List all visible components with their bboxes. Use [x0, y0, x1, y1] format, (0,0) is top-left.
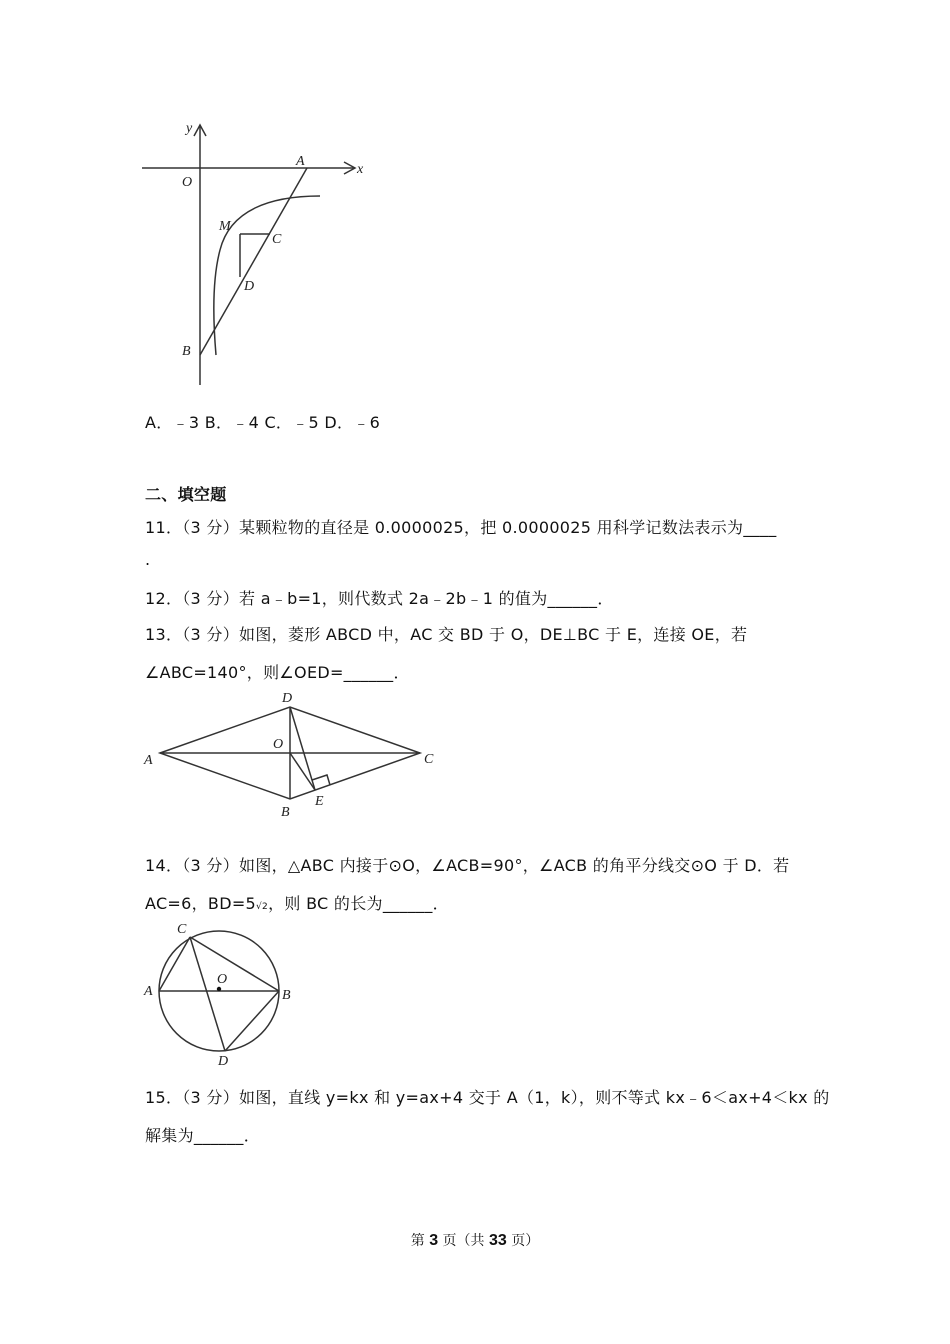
q14-line1: 14．（3 分）如图，△ABC 内接于⊙O，∠ACB=90°，∠ACB 的角平分线交⊙O 于 D．若 — [145, 856, 790, 875]
q15-line1: 15．（3 分）如图，直线 y=kx 和 y=ax+4 交于 A（1，k），则不等式 kx﹣6＜ax+4＜kx 的 — [145, 1088, 830, 1107]
figure-hyperbola-graph — [130, 110, 390, 400]
segment-CD — [190, 937, 228, 1051]
label-B: B — [282, 988, 291, 1003]
q15-line2: 解集为______． — [145, 1126, 260, 1145]
center-point-O — [217, 987, 221, 991]
label-C: C — [272, 232, 282, 247]
footer-suffix: 页） — [506, 1233, 540, 1249]
q11-line1: 11．（3 分）某颗粒物的直径是 0.0000025，把 0.0000025 用科学记数法表示为____ — [145, 518, 777, 537]
label-C: C — [177, 922, 187, 937]
q12: 12．（3 分）若 a﹣b=1，则代数式 2a﹣2b﹣1 的值为______． — [145, 589, 614, 608]
segment-OE — [290, 753, 315, 790]
sqrt-two: √2 — [256, 902, 269, 912]
label-A: A — [296, 154, 305, 169]
segment-DE — [290, 707, 315, 790]
q10-options: A．﹣3 B．﹣4 C．﹣5 D．﹣6 — [145, 413, 381, 432]
label-x: x — [357, 162, 364, 177]
figure-circle — [135, 915, 300, 1070]
q14-line2-a: AC=6，BD=5 — [145, 894, 257, 913]
label-A: A — [144, 753, 153, 768]
q11-line2: . — [145, 550, 151, 569]
label-D: D — [218, 1054, 229, 1069]
label-M: M — [219, 219, 231, 234]
label-y: y — [186, 121, 193, 136]
figure-rhombus — [135, 685, 445, 820]
label-O: O — [182, 175, 193, 190]
segment-AC — [159, 937, 190, 991]
footer-prefix: 第 — [410, 1233, 430, 1249]
footer-page-number: 3 — [429, 1232, 439, 1249]
line-AB — [200, 168, 307, 355]
label-D: D — [282, 691, 293, 706]
footer-middle: 页（共 — [438, 1233, 489, 1249]
right-angle-mark — [312, 775, 330, 785]
label-E: E — [315, 794, 324, 809]
label-D: D — [244, 279, 255, 294]
q14-line2-b: ，则 BC 的长为______． — [268, 894, 449, 913]
q13-line2: ∠ABC=140°，则∠OED=______． — [145, 663, 410, 682]
footer-total-pages: 33 — [489, 1232, 507, 1249]
label-A: A — [144, 984, 153, 999]
label-O: O — [217, 972, 228, 987]
label-B: B — [182, 344, 191, 359]
label-B: B — [281, 805, 290, 820]
label-C: C — [424, 752, 434, 767]
q13-line1: 13．（3 分）如图，菱形 ABCD 中，AC 交 BD 于 O，DE⊥BC 于 E，连接 OE，若 — [145, 625, 748, 644]
page-footer — [0, 1230, 950, 1250]
q14-line2 — [145, 891, 449, 914]
label-O: O — [273, 737, 284, 752]
section-title: 二、填空题 — [145, 485, 227, 504]
